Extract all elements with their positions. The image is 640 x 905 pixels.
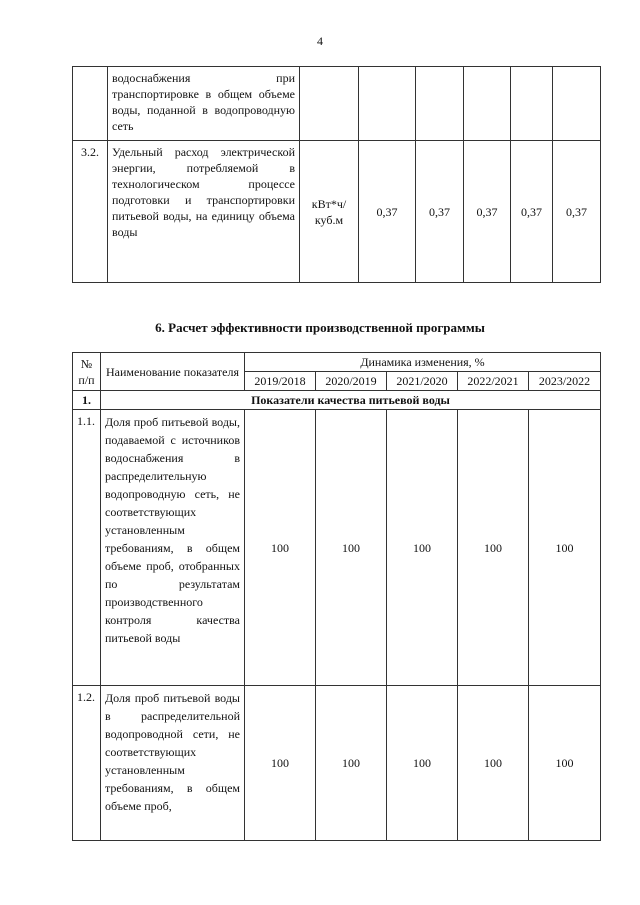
value-cell: 100	[529, 686, 601, 841]
column-header-period: 2023/2022	[529, 372, 601, 391]
column-header-name: Наименование показателя	[101, 353, 245, 391]
row-number-cell: 1.1.	[73, 410, 101, 686]
table-row	[73, 141, 601, 283]
section-row	[73, 391, 601, 410]
top-indicators-table	[72, 66, 601, 283]
value-cell	[511, 67, 553, 141]
value-cell: 100	[387, 410, 458, 686]
header-row	[73, 353, 601, 372]
section-number: 1.	[73, 391, 101, 410]
value-cell	[416, 67, 464, 141]
page-number: 4	[317, 34, 323, 48]
column-header-period: 2020/2019	[316, 372, 387, 391]
row-number-cell	[73, 67, 108, 141]
section-title: 6. Расчет эффективности производственной программы	[155, 320, 485, 335]
efficiency-table	[72, 352, 601, 841]
table-row	[73, 67, 601, 141]
value-cell: 100	[245, 410, 316, 686]
column-header-number: № п/п	[73, 353, 101, 391]
value-cell: 100	[316, 686, 387, 841]
unit-cell: кВт*ч/ куб.м	[300, 141, 359, 283]
column-header-period: 2021/2020	[387, 372, 458, 391]
column-header-period: 2019/2018	[245, 372, 316, 391]
unit-cell	[300, 67, 359, 141]
value-cell: 100	[529, 410, 601, 686]
value-cell: 0,37	[553, 141, 601, 283]
table-row	[73, 686, 601, 841]
column-header-dynamics: Динамика изменения, %	[245, 353, 601, 372]
value-cell: 0,37	[464, 141, 511, 283]
indicator-name-cell: Удельный расход электрической энергии, потребляемой в технологическом процессе подготовки и транспортировки питьевой воды, на единицу объема воды	[108, 141, 300, 283]
column-header-period: 2022/2021	[458, 372, 529, 391]
indicator-name-cell: Доля проб питьевой воды в распределительной водопроводной сети, не соответствующих установленным требованиям, в общем объеме проб,	[101, 686, 245, 841]
value-cell: 100	[245, 686, 316, 841]
value-cell: 100	[458, 686, 529, 841]
value-cell: 0,37	[359, 141, 416, 283]
value-cell: 0,37	[511, 141, 553, 283]
table-row	[73, 410, 601, 686]
row-number-cell: 1.2.	[73, 686, 101, 841]
value-cell	[553, 67, 601, 141]
row-number-cell: 3.2.	[73, 141, 108, 283]
value-cell: 100	[458, 410, 529, 686]
value-cell	[359, 67, 416, 141]
indicator-name-cell: Доля проб питьевой воды, подаваемой с источников водоснабжения в распределительную водопроводную сеть, не соответствующих установленным требованиям, в общем объеме проб, отобранных по результатам производственного контроля качества питьевой воды	[101, 410, 245, 686]
value-cell: 100	[387, 686, 458, 841]
value-cell: 100	[316, 410, 387, 686]
section-heading: Показатели качества питьевой воды	[101, 391, 601, 410]
indicator-name-cell: водоснабжения при транспортировке в общем объеме воды, поданной в водопроводную сеть	[108, 67, 300, 141]
value-cell: 0,37	[416, 141, 464, 283]
value-cell	[464, 67, 511, 141]
